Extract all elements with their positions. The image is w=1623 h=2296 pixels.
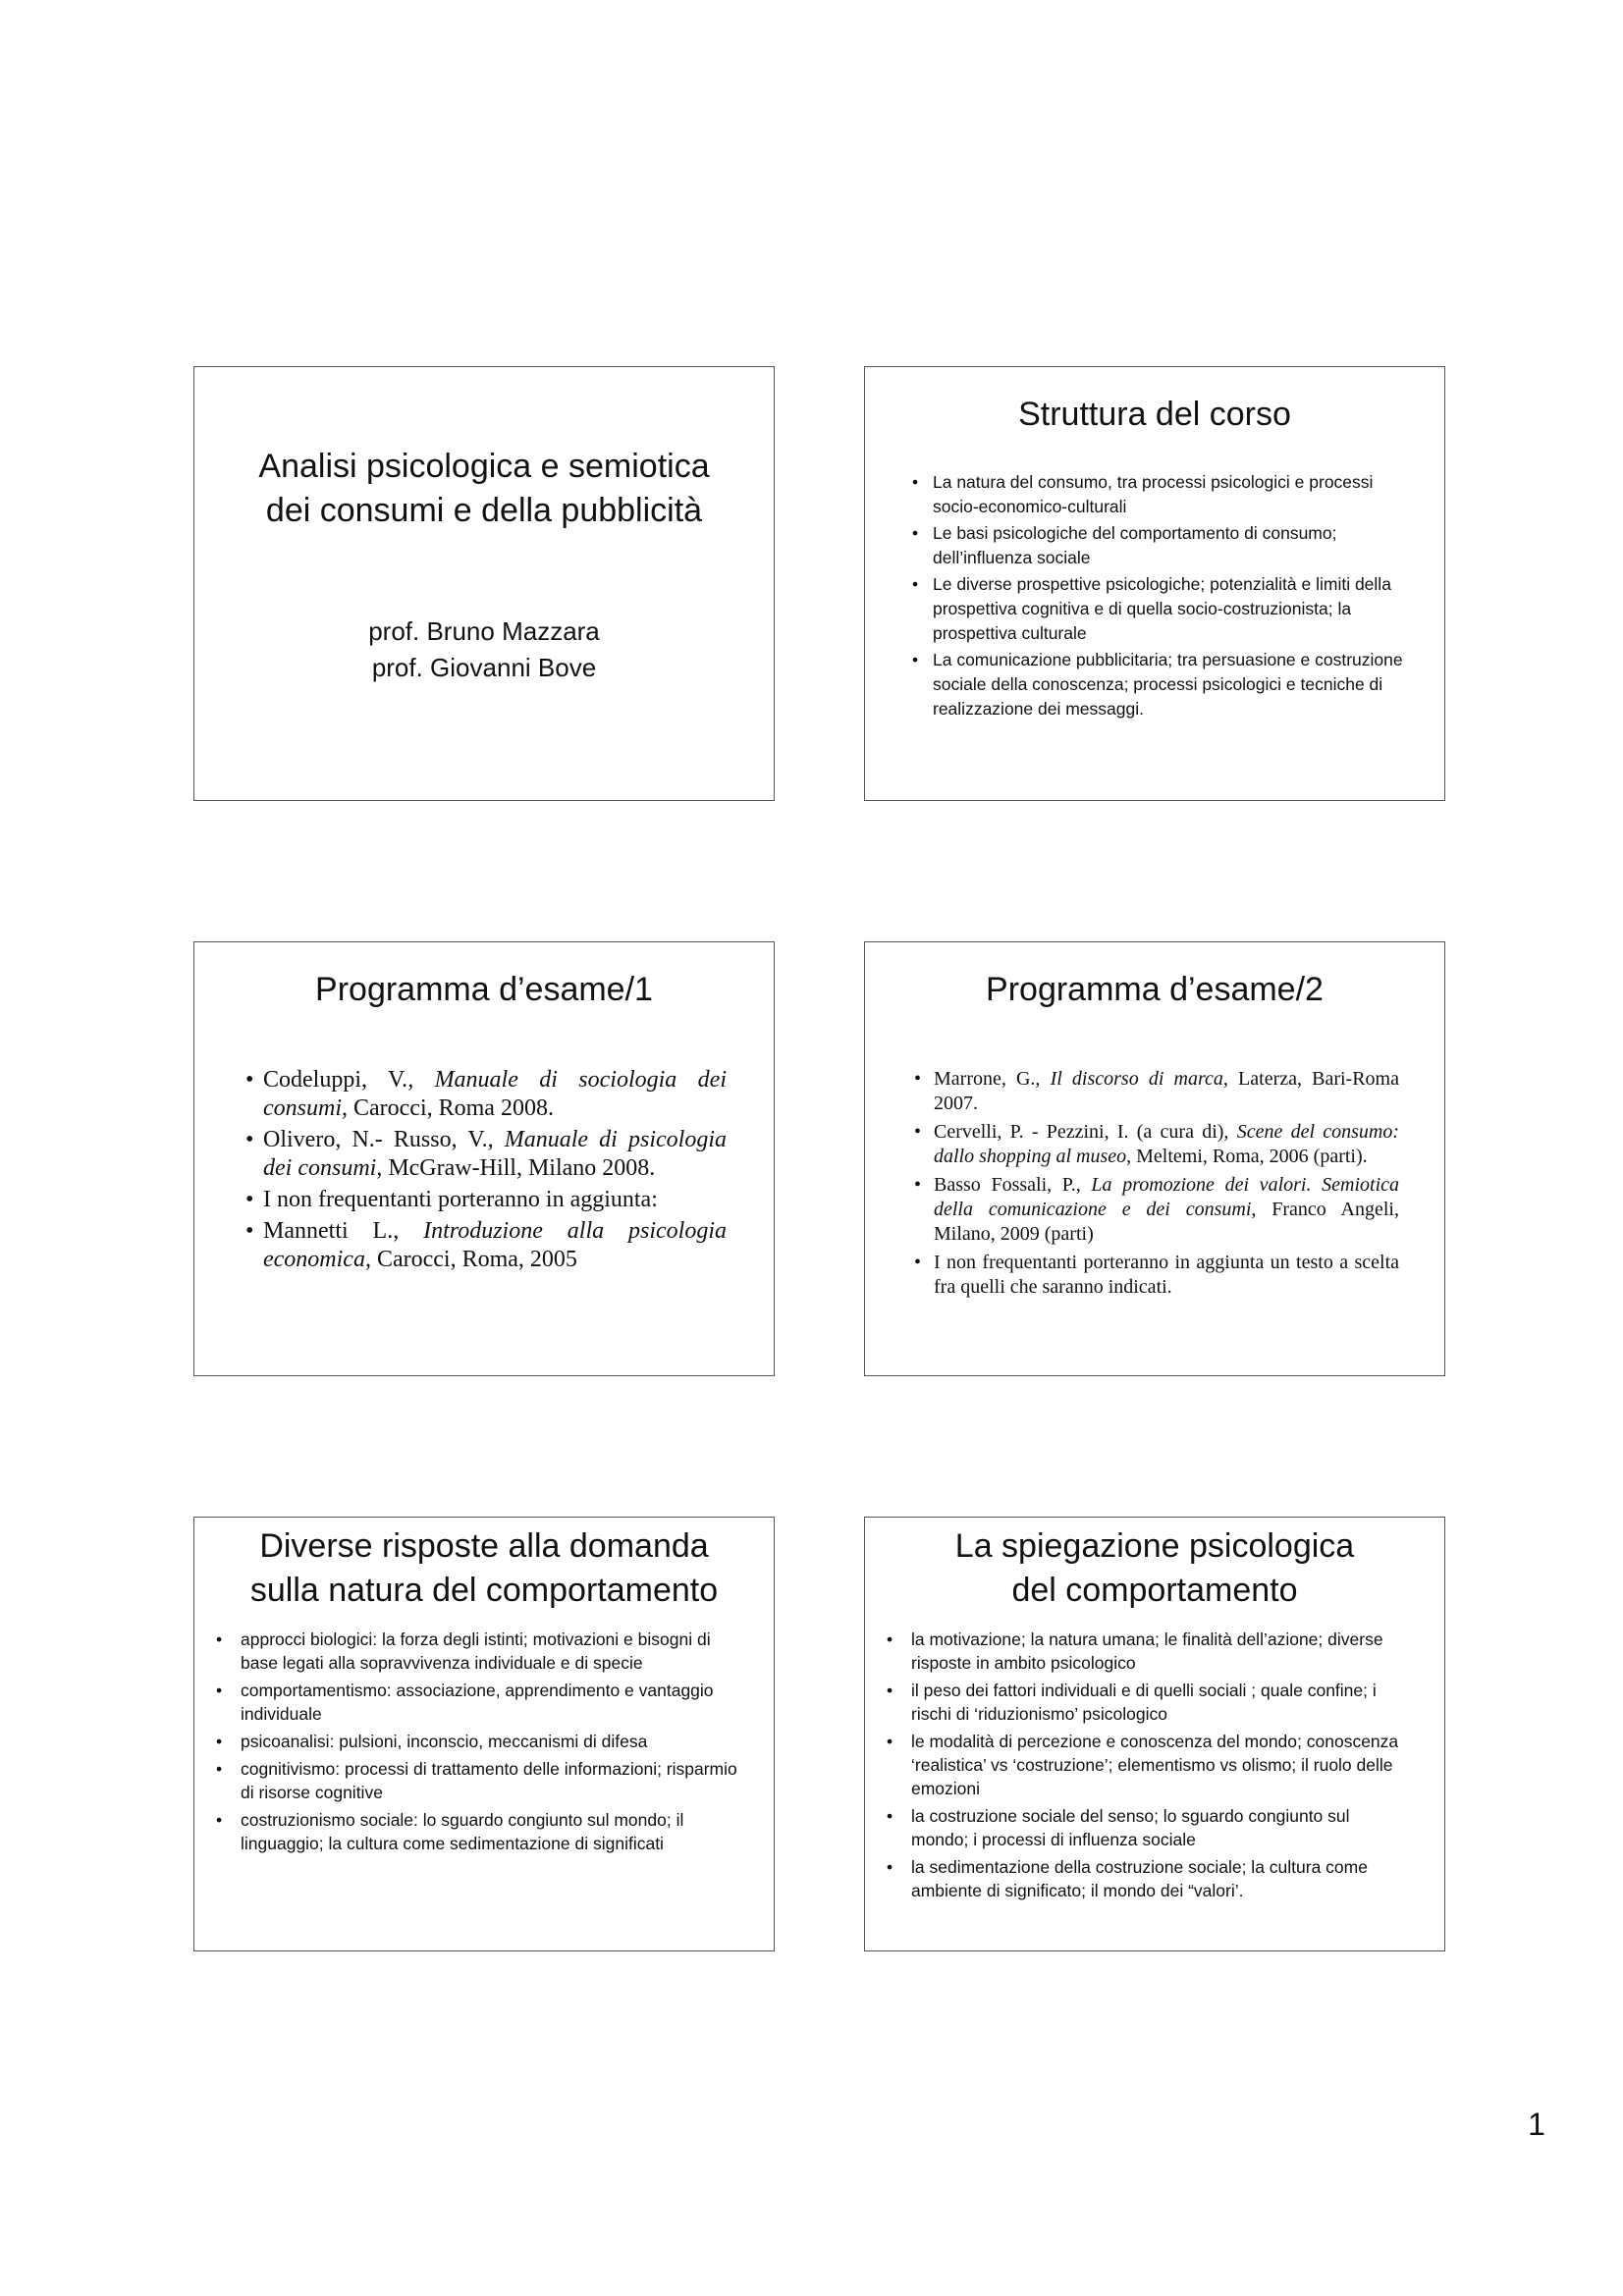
list-item: • le modalità di percezione e conoscenza del mondo; conoscenza ‘realistica’ vs ‘costruzione’; elementismo vs olismo; il ruolo delle emozioni — [887, 1730, 1409, 1800]
reference-item: • Codeluppi, V., Manuale di sociologia dei consumi, Carocci, Roma 2008. — [245, 1066, 727, 1123]
reference-list — [245, 1066, 727, 1277]
slide-different-answers — [193, 1517, 775, 1951]
reference-item: • I non frequentanti porteranno in aggiunta: — [245, 1186, 727, 1214]
slide-title-line-2: sulla natura del comportamento — [249, 1572, 719, 1609]
list-item: • la costruzione sociale del senso; lo sguardo congiunto sul mondo; i processi di influenza sociale — [887, 1804, 1409, 1851]
structure-list — [912, 470, 1405, 723]
list-item: • Le basi psicologiche del comportamento di consumo; dell’influenza sociale — [912, 521, 1405, 570]
author-bove: prof. Giovanni Bove — [371, 653, 597, 682]
list-item: • il peso dei fattori individuali e di quelli sociali ; quale confine; i rischi di ‘riduzionismo’ psicologico — [887, 1679, 1409, 1726]
slide-exam-programme-1 — [193, 941, 775, 1376]
list-item: • La natura del consumo, tra processi psicologici e processi socio-economico-culturali — [912, 470, 1405, 519]
list-item: • approcci biologici: la forza degli istinti; motivazioni e bisogni di base legati alla sopravvivenza individuale e di specie — [216, 1628, 738, 1675]
reference-list — [914, 1067, 1399, 1304]
slide-title — [865, 1524, 1444, 1613]
slide-exam-programme-2 — [864, 941, 1445, 1376]
slide-title: Programma d’esame/1 — [315, 971, 653, 1008]
course-title-line-2: dei consumi e della pubblicità — [265, 492, 703, 529]
slide-psychological-explanation — [864, 1517, 1445, 1951]
approaches-list — [216, 1628, 738, 1859]
course-title — [194, 445, 774, 533]
slide-title-line-1: Diverse risposte alla domanda — [259, 1527, 709, 1565]
reference-item: • I non frequentanti porteranno in aggiunta un testo a scelta fra quelli che saranno indicati. — [914, 1251, 1399, 1300]
list-item: • Le diverse prospettive psicologiche; potenzialità e limiti della prospettiva cognitiva e di quella socio-costruzionista; la prospettiva culturale — [912, 572, 1405, 646]
slide-title: Struttura del corso — [1018, 396, 1291, 433]
list-item: • comportamentismo: associazione, apprendimento e vantaggio individuale — [216, 1679, 738, 1726]
slide-cover — [193, 366, 775, 801]
slide-title-line-1: La spiegazione psicologica — [954, 1527, 1355, 1565]
reference-item: • Basso Fossali, P., La promozione dei valori. Semiotica della comunicazione e dei consumi, Franco Angeli, Milano, 2009 (parti) — [914, 1173, 1399, 1247]
author-mazzara: prof. Bruno Mazzara — [368, 616, 600, 646]
reference-item: • Mannetti L., Introduzione alla psicologia economica, Carocci, Roma, 2005 — [245, 1217, 727, 1274]
course-authors — [194, 614, 774, 686]
slide-course-structure — [864, 366, 1445, 801]
list-item: • la motivazione; la natura umana; le finalità dell’azione; diverse risposte in ambito psicologico — [887, 1628, 1409, 1675]
list-item: • psicoanalisi: pulsioni, inconscio, meccanismi di difesa — [216, 1730, 738, 1753]
list-item: • costruzionismo sociale: lo sguardo congiunto sul mondo; il linguaggio; la cultura come sedimentazione di significati — [216, 1808, 738, 1855]
reference-item: • Cervelli, P. - Pezzini, I. (a cura di), Scene del consumo: dallo shopping al museo, Meltemi, Roma, 2006 (parti). — [914, 1120, 1399, 1169]
page-number: 1 — [1528, 2107, 1545, 2142]
slide-title-line-2: del comportamento — [1011, 1572, 1298, 1609]
list-item: • cognitivismo: processi di trattamento delle informazioni; risparmio di risorse cognitive — [216, 1757, 738, 1804]
reference-item: • Olivero, N.- Russo, V., Manuale di psicologia dei consumi, McGraw-Hill, Milano 2008. — [245, 1126, 727, 1183]
explanation-list — [887, 1628, 1409, 1906]
slide-title — [194, 1524, 774, 1613]
reference-item: • Marrone, G., Il discorso di marca, Laterza, Bari-Roma 2007. — [914, 1067, 1399, 1116]
list-item: • la sedimentazione della costruzione sociale; la cultura come ambiente di significato; il mondo dei “valori’. — [887, 1855, 1409, 1902]
list-item: • La comunicazione pubblicitaria; tra persuasione e costruzione sociale della conoscenza; processi psicologici e tecniche di realizzazione dei messaggi. — [912, 648, 1405, 721]
slide-title: Programma d’esame/2 — [986, 971, 1324, 1008]
course-title-line-1: Analisi psicologica e semiotica — [258, 448, 710, 485]
